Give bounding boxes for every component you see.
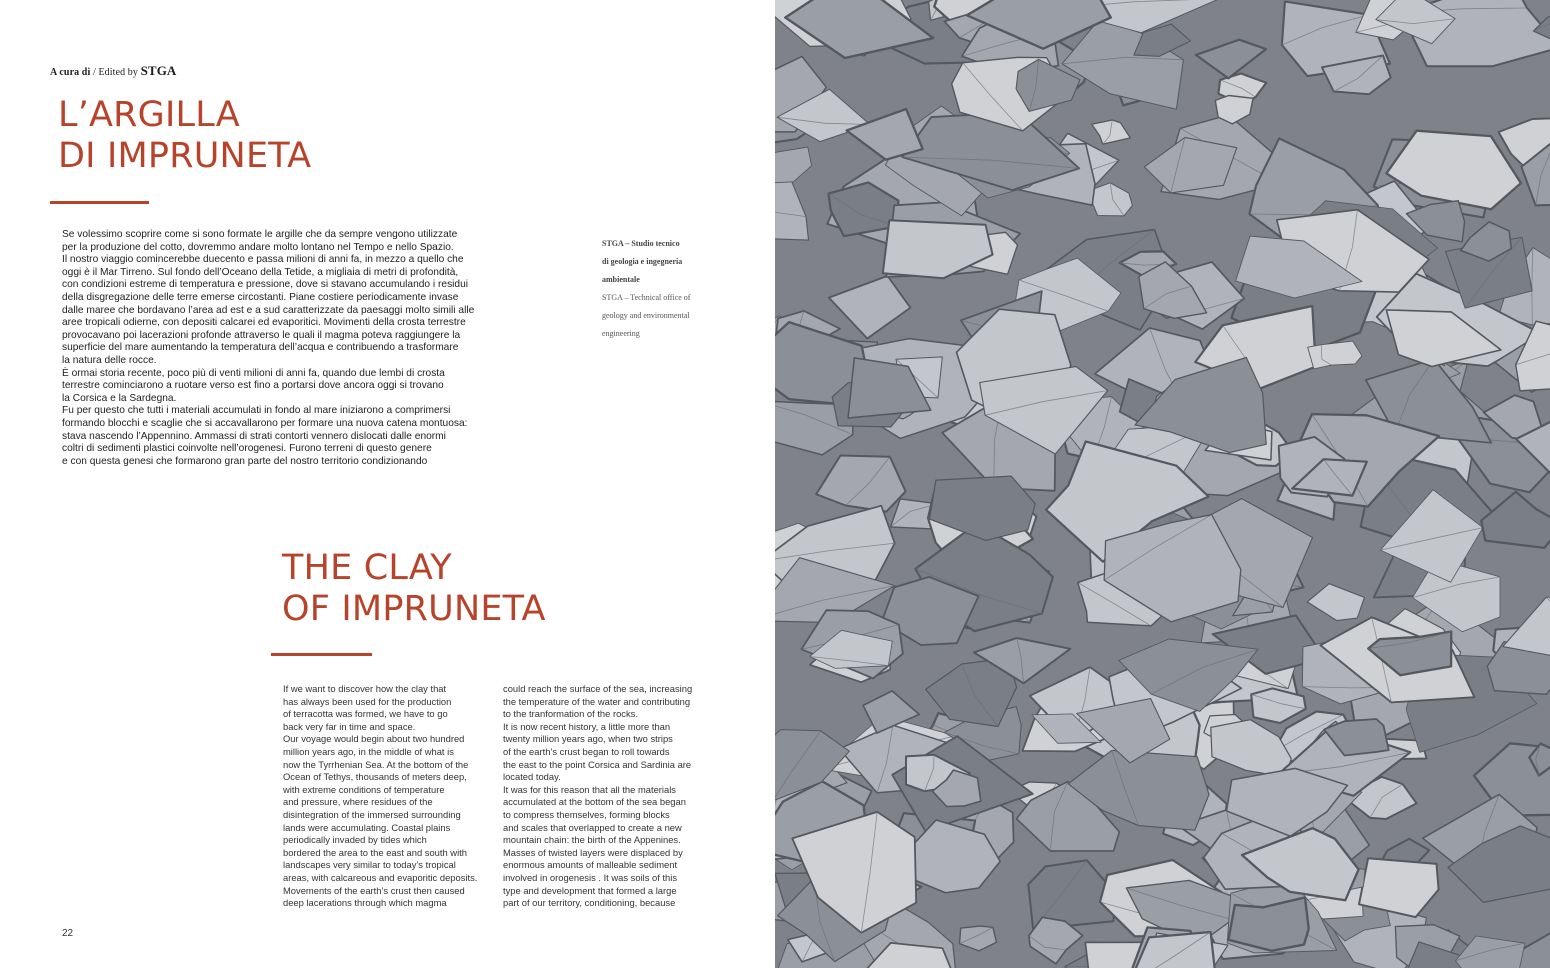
body-text-english-line: to compress themselves, forming blocks bbox=[503, 808, 670, 820]
author-note-line: di geologia e ingegneria bbox=[602, 257, 683, 266]
author-note bbox=[602, 231, 732, 347]
body-text-english-line: Masses of twisted layers were displaced by bbox=[503, 846, 683, 858]
body-text-italian-line: È ormai storia recente, poco più di venti milioni di anni fa, quando due lembi di crosta bbox=[62, 367, 445, 379]
body-text-italian-line: formando blocchi e scaglie che si accavallarono per formare una nuova catena montuosa: bbox=[62, 417, 468, 429]
body-text-italian-line: terrestre cominciarono a ruotare verso est fino a portarsi dove ancora oggi si trovano bbox=[62, 380, 444, 392]
body-text-english-line: landscapes very similar to today’s tropical bbox=[283, 859, 456, 871]
body-text-english-line: bordered the area to the east and south with bbox=[283, 846, 467, 858]
body-text-italian-line: Se volessimo scoprire come si sono formate le argille che da sempre vengono utilizzate bbox=[62, 229, 458, 240]
author-note-line: STGA – Studio tecnico bbox=[602, 239, 680, 248]
body-text-italian-line: e con questa genesi che formarono gran parte del nostro territorio condizionando bbox=[62, 455, 428, 467]
body-text-english-line: could reach the surface of the sea, increasing bbox=[503, 683, 693, 694]
body-text-english-line: located today. bbox=[503, 771, 561, 783]
body-text-italian-line: stava nascendo l’Appennino. Ammassi di strati contorti vennero dislocati dalle enormi bbox=[62, 430, 446, 442]
body-text-english-line: with extreme conditions of temperature bbox=[283, 783, 445, 795]
author-note-line: geology and environmental bbox=[602, 311, 690, 320]
body-text-english-line: of terracotta was formed, we have to go bbox=[283, 708, 448, 720]
body-text-english-line: the east to the point Corsica and Sardinia are bbox=[503, 758, 692, 770]
byline-label-en: Edited by bbox=[98, 67, 138, 78]
title-english-line: OF IMPRUNETA bbox=[282, 588, 546, 629]
author-note-line: engineering bbox=[602, 329, 640, 338]
clay-rocks-photo bbox=[775, 0, 1550, 968]
body-text-english-line: million years ago, in the middle of what is bbox=[283, 745, 454, 757]
body-text-english-line: back very far in time and space. bbox=[283, 720, 416, 732]
byline-separator: / bbox=[92, 67, 96, 78]
body-text-english-line: involved in orogenesis . It was soils of this bbox=[503, 871, 678, 883]
title-italian-rule bbox=[50, 201, 149, 204]
author-note-italian bbox=[602, 239, 732, 285]
title-italian bbox=[58, 95, 311, 176]
body-text-english-line: It was for this reason that all the materials bbox=[503, 783, 676, 795]
body-text-italian-line: oggi è il Mar Tirreno. Sul fondo dell’Oceano della Tetide, a migliaia di metri di profondità, bbox=[62, 266, 459, 278]
body-text-english-line: areas, with calcareous and evaporitic deposits. bbox=[283, 871, 478, 883]
body-text-english-line: mountain chain: the birth of the Appenines. bbox=[503, 834, 681, 846]
body-text-italian-line: superficie del mare aumentando la temperatura dell’acqua e contribuendo a trasformare bbox=[62, 342, 459, 354]
body-text-english-line: of the earth’s crust began to roll towards bbox=[503, 745, 670, 757]
author-note-line: STGA – Technical office of bbox=[602, 293, 691, 302]
body-text-english-line: lands were accumulating. Coastal plains bbox=[283, 821, 451, 833]
title-english-line: THE CLAY bbox=[282, 548, 452, 588]
author-note-line: ambientale bbox=[602, 275, 640, 284]
body-text-english-line: Movements of the earth’s crust then caused bbox=[283, 884, 465, 896]
body-text-english-line: accumulated at the bottom of the sea began bbox=[503, 796, 686, 808]
title-english bbox=[282, 548, 546, 629]
title-italian-line: DI IMPRUNETA bbox=[58, 135, 312, 176]
body-text-italian-line: per la produzione del cotto, dovremmo andare molto lontano nel Tempo e nello Spazio. bbox=[62, 241, 454, 253]
body-text-english-line: and scales that overlapped to create a new bbox=[503, 821, 682, 833]
title-english-rule bbox=[271, 653, 372, 656]
clay-rocks-illustration bbox=[775, 0, 1550, 968]
body-text-english-line: deep lacerations through which magma bbox=[283, 897, 447, 909]
rock-fragment bbox=[1228, 897, 1308, 950]
body-text-italian bbox=[62, 229, 502, 468]
body-text-italian-line: la natura delle rocce. bbox=[62, 354, 157, 366]
body-text-italian-line: aree tropicali odierne, con depositi calcarei ed evaporitici. Movimenti della crosta terrestre bbox=[62, 317, 466, 329]
body-text-english-line: now the Tyrrhenian Sea. At the bottom of the bbox=[283, 758, 469, 770]
body-text-english-line: enormous amounts of malleable sediment bbox=[503, 859, 678, 871]
body-text-italian-line: con condizioni estreme di temperatura e pressione, dove si stavano accumulando i residui bbox=[62, 279, 469, 291]
body-text-english-column-1 bbox=[283, 683, 498, 910]
body-text-italian-line: la Corsica e la Sardegna. bbox=[62, 392, 177, 404]
body-text-english-line: If we want to discover how the clay that bbox=[283, 683, 447, 694]
title-italian-line: L’ARGILLA bbox=[58, 95, 240, 135]
body-text-english-line: type and development that formed a large bbox=[503, 884, 677, 896]
body-text-italian-line: Il nostro viaggio comincerebbe duecento e passa milioni di anni fa, in mezzo a quello che bbox=[62, 254, 464, 266]
body-text-italian-line: coltri di sedimenti plastici coinvolte nell’orogenesi. Furono terreni di questo genere bbox=[62, 443, 432, 455]
body-text-english-line: has always been used for the production bbox=[283, 695, 452, 707]
body-text-english-line: to the tranformation of the rocks. bbox=[503, 708, 638, 720]
body-text-italian-line: della disgregazione delle terre emerse circostanti. Piane costiere periodicamente invase bbox=[62, 291, 459, 303]
body-text-english-line: Our voyage would begin about two hundred bbox=[283, 733, 465, 745]
page-number: 22 bbox=[62, 928, 74, 939]
body-text-english-column-2 bbox=[503, 683, 718, 910]
body-text-english-line: part of our territory, conditioning, because bbox=[503, 897, 676, 909]
byline-author: STGA bbox=[140, 63, 177, 78]
body-text-italian-line: provocavano poi lacerazioni profonde attraverso le quali il magma poteva raggiungere la bbox=[62, 329, 461, 341]
body-text-english-line: Ocean of Tethys, thousands of meters deep, bbox=[283, 771, 467, 783]
byline bbox=[50, 63, 176, 79]
body-text-english-line: periodically invaded by tides which bbox=[283, 834, 427, 846]
body-text-english-line: twenty million years ago, when two strips bbox=[503, 733, 673, 745]
byline-label: A cura di bbox=[50, 67, 91, 78]
body-text-english-line: the temperature of the water and contributing bbox=[503, 695, 691, 707]
body-text-english-line: disintegration of the immersed surrounding bbox=[283, 808, 461, 820]
body-text-english-line: It is now recent history, a little more than bbox=[503, 720, 671, 732]
body-text-italian-line: dalle maree che bordavano l’area ad est e a sud caratterizzate da paesaggi molto simili alle bbox=[62, 304, 475, 316]
body-text-italian-line: Fu per questo che tutti i materiali accumulati in fondo al mare iniziarono a comprimersi bbox=[62, 405, 451, 417]
author-note-english bbox=[602, 293, 732, 339]
body-text-english-line: and pressure, where residues of the bbox=[283, 796, 433, 808]
